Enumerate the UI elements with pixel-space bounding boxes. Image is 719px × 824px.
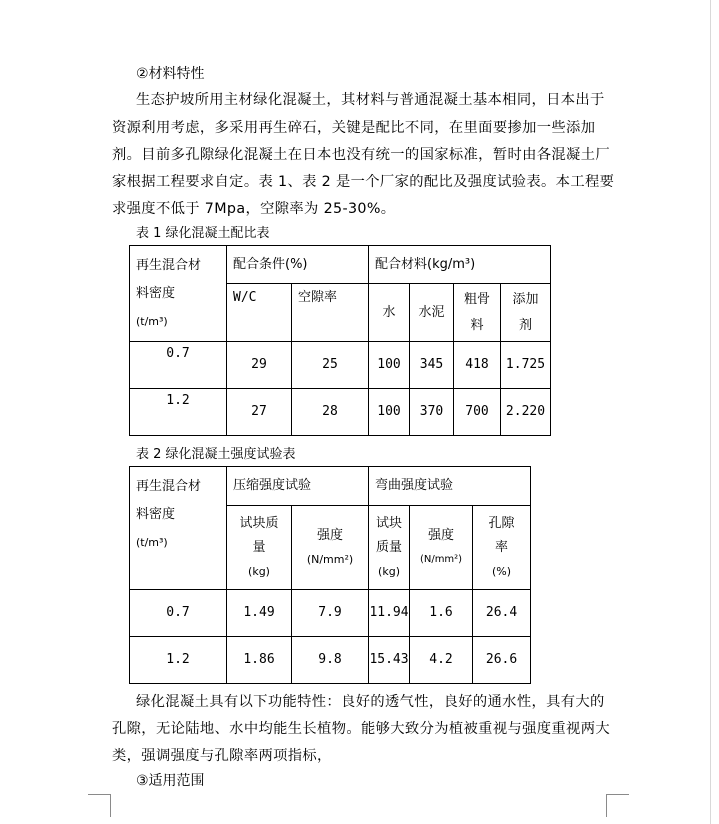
- table1-cell: 700: [454, 389, 501, 436]
- table2-subheader-line: (kg): [378, 564, 400, 578]
- table2-compressive-strength-header: [292, 506, 369, 590]
- table2-density-header: [130, 467, 227, 590]
- table2-density-header-line: 再生混合材: [136, 479, 202, 494]
- table1-wc-header: W/C: [227, 284, 292, 342]
- table1-density-header-line: 再生混合材: [136, 258, 202, 273]
- table1-density-header-line: 料密度: [136, 286, 176, 301]
- margin-corner-bottom-right: [606, 794, 629, 817]
- table1-cell: 25: [292, 342, 369, 389]
- table1-density-header: [130, 246, 227, 342]
- table2-porosity-header: [473, 506, 531, 590]
- table2-cell: 1.49: [227, 590, 292, 637]
- table2-subheader-line: 试块: [376, 515, 403, 531]
- section-heading: ②材料特性: [136, 66, 205, 82]
- table1-additive-header: [501, 284, 551, 342]
- table1-cell: 418: [454, 342, 501, 389]
- paragraph2-line: 类，强调强度与孔隙率两项指标，: [112, 748, 332, 764]
- table2-cell: 0.7: [130, 590, 227, 637]
- table1-void-ratio-header: 空隙率: [292, 284, 369, 342]
- table2-cell: 1.6: [410, 590, 473, 637]
- table1-cell: 28: [292, 389, 369, 436]
- table2-cell: 4.2: [410, 637, 473, 684]
- paragraph1-line: 家根据工程要求自定。表 1、表 2 是一个厂家的配比及强度试验表。本工程要: [112, 174, 615, 190]
- table2-bending-strength-header: [410, 506, 473, 590]
- margin-corner-bottom-left: [88, 794, 111, 817]
- table1-density-header-line: (t/m³): [136, 315, 168, 328]
- table2-caption: 表 2 绿化混凝土强度试验表: [136, 447, 296, 462]
- table2-cell: 26.6: [473, 637, 531, 684]
- paragraph1-line: 生态护坡所用主材绿化混凝土，其材料与普通混凝土基本相同，日本出于: [136, 92, 605, 108]
- table2-cell: 15.43: [369, 637, 410, 684]
- table2-bending-specimen-mass-header: [369, 506, 410, 590]
- table1-cement-header: 水泥: [410, 284, 454, 342]
- mix-ratio-table: [129, 245, 551, 436]
- table1-cell: 370: [410, 389, 454, 436]
- table2-cell: 11.94: [369, 590, 410, 637]
- table1-cell: 100: [369, 342, 410, 389]
- table1-cell: 0.7: [130, 342, 227, 389]
- table2-subheader-line: (N/mm²): [306, 552, 354, 566]
- paragraph2-line: 绿化混凝土具有以下功能特性：良好的透气性，良好的通水性，具有大的: [136, 694, 605, 710]
- table1-cell: 2.220: [501, 389, 551, 436]
- table2-subheader-line: 孔隙: [488, 515, 515, 531]
- table2-subheader-line: 强度: [317, 527, 344, 543]
- table1-coarse-aggregate-header: [454, 284, 501, 342]
- section-heading-2: ③适用范围: [136, 773, 205, 789]
- paragraph2-line: 孔隙，无论陆地、水中均能生长植物。能够大致分为植被重视与强度重视两大: [112, 721, 610, 737]
- table1-additive-label: 添加剂: [512, 291, 539, 333]
- table2-cell: 1.2: [130, 637, 227, 684]
- table1-cell: 29: [227, 342, 292, 389]
- table2-subheader-line: 率: [495, 539, 509, 555]
- table-row: [130, 637, 531, 684]
- table2-cell: 7.9: [292, 590, 369, 637]
- table2-cell: 9.8: [292, 637, 369, 684]
- table2-subheader-line: 质量: [376, 539, 403, 555]
- table2-specimen-mass-header: [227, 506, 292, 590]
- table2-cell: 26.4: [473, 590, 531, 637]
- table-row: [130, 590, 531, 637]
- paragraph1-line: 资源利用考虑，多采用再生碎石，关键是配比不同，在里面要掺加一些添加: [112, 120, 596, 136]
- table1-cell: 27: [227, 389, 292, 436]
- table1-coarse-aggregate-label: 粗骨料: [464, 291, 491, 333]
- table1-cell: 345: [410, 342, 454, 389]
- table1-caption: 表 1 绿化混凝土配比表: [136, 226, 270, 241]
- table1-cell: 1.2: [130, 389, 227, 436]
- table-row: [130, 389, 551, 436]
- table2-subheader-line: 强度: [428, 527, 455, 543]
- paragraph1-line: 剂。目前多孔隙绿化混凝土在日本也没有统一的国家标准，暂时由各混凝土厂: [112, 147, 610, 163]
- table2-subheader-line: 试块质: [239, 515, 279, 531]
- strength-test-table: [129, 466, 531, 684]
- table1-water-header: 水: [369, 284, 410, 342]
- table2-subheader-line: 量: [252, 539, 266, 555]
- table2-subheader-line: (%): [492, 564, 512, 578]
- table1-mix-materials-header: 配合材料(kg/m³): [369, 246, 551, 284]
- table2-bending-header: 弯曲强度试验: [369, 467, 531, 506]
- table1-cell: 1.725: [501, 342, 551, 389]
- page-right-edge: [710, 0, 711, 824]
- table-row: [130, 342, 551, 389]
- table2-subheader-line: (kg): [248, 564, 270, 578]
- table2-subheader-line: (N/mm²): [419, 553, 463, 565]
- paragraph1-line: 求强度不低于 7Mpa，空隙率为 25-30%。: [112, 201, 396, 217]
- table2-compression-header: 压缩强度试验: [227, 467, 369, 506]
- table1-mix-conditions-header: 配合条件(%): [227, 246, 369, 284]
- table2-density-header-line: 料密度: [136, 507, 176, 522]
- table2-cell: 1.86: [227, 637, 292, 684]
- table1-cell: 100: [369, 389, 410, 436]
- table2-density-header-line: (t/m³): [136, 536, 168, 549]
